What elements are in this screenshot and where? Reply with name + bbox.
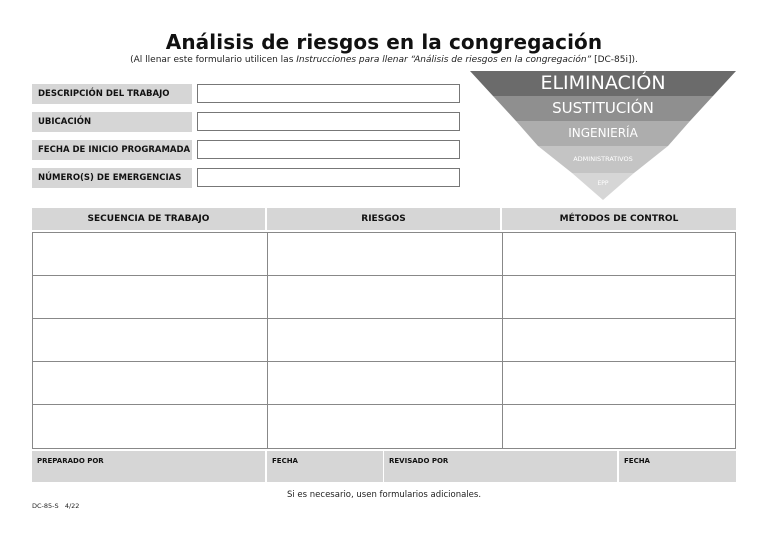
table-cell-risks-3[interactable]: [267, 318, 503, 362]
risk-analysis-table: [32, 208, 736, 482]
table-cell-risks-2[interactable]: [267, 275, 503, 319]
table-cell-control-methods-1[interactable]: [502, 232, 736, 276]
reviewed-date-field[interactable]: FECHA: [619, 451, 736, 482]
start-date-field[interactable]: [197, 140, 460, 159]
pyramid-label-ppe: EPP: [597, 180, 609, 187]
pyramid-label-substitution: SUSTITUCIÓN: [552, 99, 654, 117]
table-cell-work-sequence-2[interactable]: [32, 275, 268, 319]
field-label-emergency-numbers: NÚMERO(S) DE EMERGENCIAS: [32, 168, 192, 188]
table-cell-work-sequence-5[interactable]: [32, 404, 268, 449]
field-label-job-description: DESCRIPCIÓN DEL TRABAJO: [32, 84, 192, 104]
prepared-by-field[interactable]: PREPARADO POR: [32, 451, 265, 482]
table-cell-risks-5[interactable]: [267, 404, 503, 449]
subtitle-prefix: (Al llenar este formulario utilicen las: [130, 55, 297, 65]
table-cell-control-methods-2[interactable]: [502, 275, 736, 319]
job-description-field[interactable]: [197, 84, 460, 103]
pyramid-label-administrative: ADMINISTRATIVOS: [573, 155, 633, 163]
form-subtitle: [0, 55, 768, 65]
table-cell-work-sequence-1[interactable]: [32, 232, 268, 276]
table-cell-control-methods-3[interactable]: [502, 318, 736, 362]
prepared-date-field[interactable]: FECHA: [267, 451, 383, 482]
column-header-risks: RIESGOS: [267, 208, 500, 230]
table-cell-work-sequence-4[interactable]: [32, 361, 268, 405]
table-cell-control-methods-4[interactable]: [502, 361, 736, 405]
column-header-control-methods: MÉTODOS DE CONTROL: [502, 208, 736, 230]
table-cell-work-sequence-3[interactable]: [32, 318, 268, 362]
reviewed-by-field[interactable]: REVISADO POR: [384, 451, 617, 482]
field-label-start-date: FECHA DE INICIO PROGRAMADA: [32, 140, 192, 160]
table-cell-risks-1[interactable]: [267, 232, 503, 276]
table-cell-risks-4[interactable]: [267, 361, 503, 405]
additional-forms-note: Si es necesario, usen formularios adicionales.: [286, 490, 482, 500]
subtitle-suffix: [DC-85i]).: [591, 55, 638, 65]
table-cell-control-methods-5[interactable]: [502, 404, 736, 449]
form-code: DC-85-S 4/22: [32, 502, 80, 510]
emergency-numbers-field[interactable]: [197, 168, 460, 187]
field-label-location: UBICACIÓN: [32, 112, 192, 132]
location-field[interactable]: [197, 112, 460, 131]
column-header-work-sequence: SECUENCIA DE TRABAJO: [32, 208, 265, 230]
pyramid-label-engineering: INGENIERÍA: [568, 126, 638, 140]
hierarchy-of-controls-pyramid: [470, 69, 736, 201]
pyramid-label-elimination: ELIMINACIÓN: [540, 72, 666, 94]
subtitle-instructions-reference: Instrucciones para llenar “Análisis de riesgos en la congregación”: [296, 55, 592, 65]
form-title: Análisis de riesgos en la congregación: [165, 30, 603, 54]
